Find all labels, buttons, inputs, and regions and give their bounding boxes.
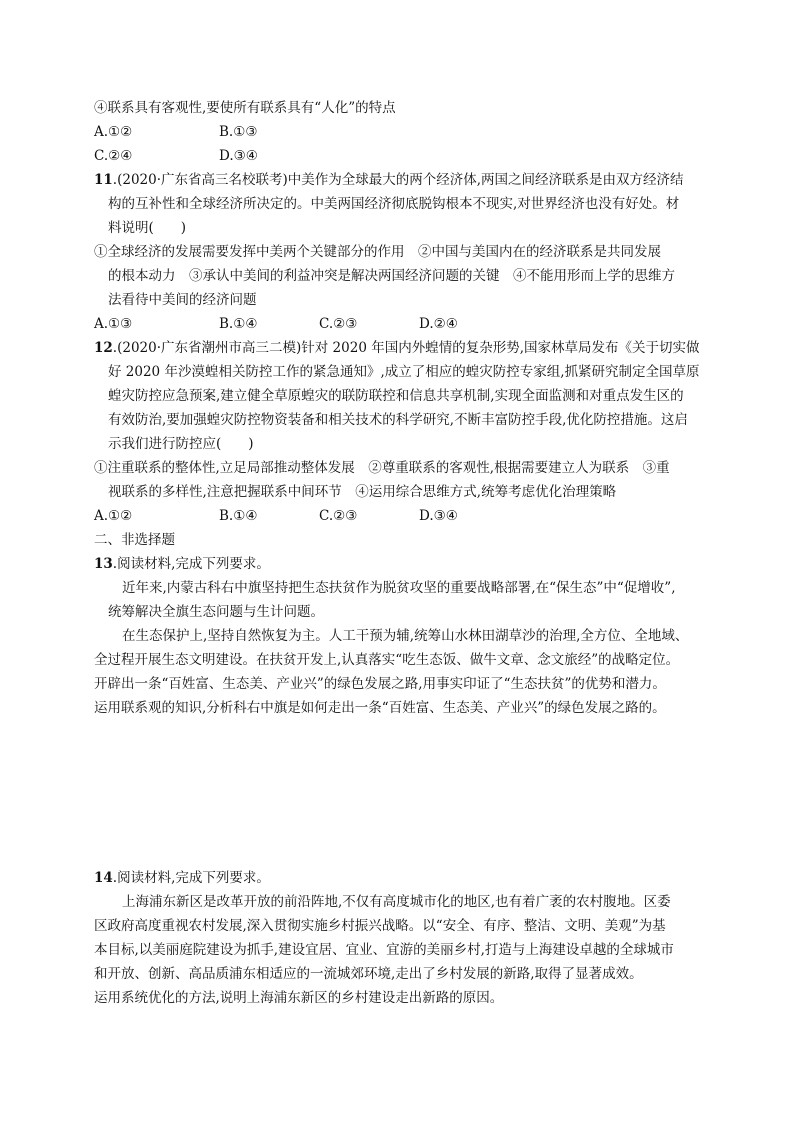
- q14-head: 14.阅读材料,完成下列要求。: [94, 870, 270, 886]
- q11-option-b[interactable]: B.①④: [219, 316, 258, 332]
- q12-number: 12: [94, 340, 113, 356]
- q13-para1-line-2: 统筹解决全旗生态问题与生计问题。: [108, 604, 324, 620]
- q11-option-c[interactable]: C.②③: [319, 316, 358, 332]
- q10-item-4: ④联系具有客观性,要使所有联系具有“人化”的特点: [94, 100, 396, 116]
- q11-number: 11: [94, 172, 113, 188]
- q13-number: 13: [94, 556, 113, 572]
- q11-stem-line-3: 料说明( ): [108, 220, 187, 236]
- q14-para1-line-2: 区政府高度重视农村发展,深入贯彻实施乡村振兴战略。以“安全、有序、整洁、文明、美观”为基: [94, 918, 666, 934]
- q14-number: 14: [94, 870, 113, 886]
- q11-items-line-3: 法看待中美间的经济问题: [108, 292, 257, 308]
- q13-answer-space[interactable]: [94, 720, 704, 866]
- q12-option-c[interactable]: C.②③: [319, 508, 358, 524]
- q11-items-line-1: ①全球经济的发展需要发挥中美两个关键部分的作用 ②中国与美国内在的经济联系是共同发展: [94, 244, 661, 260]
- q12-stem-line-2: 好 2020 年沙漠蝗相关防控工作的紧急通知》,成立了相应的蝗灾防控专家组,抓紧研究制定全国草原: [108, 364, 700, 380]
- q12-options: [94, 504, 704, 528]
- q14-para1-line-3: 本目标,以美丽庭院建设为抓手,建设宜居、宜业、宜游的美丽乡村,打造与上海建设卓越的全球城市: [94, 942, 674, 958]
- q11-option-a[interactable]: A.①③: [94, 316, 133, 332]
- q11-items-line-2: 的根本动力 ③承认中美间的利益冲突是解决两国经济问题的关键 ④不能用形而上学的思维方: [108, 268, 675, 284]
- q12-option-d[interactable]: D.③④: [419, 508, 458, 524]
- q10-options-row-1: [94, 120, 704, 144]
- q12-option-a[interactable]: A.①②: [94, 508, 133, 524]
- exam-page: [94, 96, 704, 1010]
- q14-para1-line-4: 和开放、创新、高品质浦东相适应的一流城郊环境,走出了乡村发展的新路,取得了显著成效。: [94, 966, 643, 982]
- q12-stem-line-3: 蝗灾防控应急预案,建立健全草原蝗灾的联防联控和信息共享机制,实现全面监测和对重点发生区的: [108, 388, 684, 404]
- q13-para2-line-2: 全过程开展生态文明建设。在扶贫开发上,认真落实“吃生态饭、做牛文章、念文旅经”的战略定位。: [94, 652, 680, 668]
- q12-items-line-1: ①注重联系的整体性,立足局部推动整体发展 ②尊重联系的客观性,根据需要建立人为联系 ③重: [94, 460, 670, 476]
- q11-option-d[interactable]: D.②④: [419, 316, 458, 332]
- q10-options-row-2: [94, 144, 704, 168]
- q13-para2-line-3: 开辟出一条“百姓富、生态美、产业兴”的绿色发展之路,用事实印证了“生态扶贫”的优势和潜力。: [94, 676, 666, 692]
- section-heading-non-choice: 二、非选择题: [94, 532, 175, 548]
- q11-options: [94, 312, 704, 336]
- q10-option-c[interactable]: C.②④: [94, 148, 133, 164]
- q12-option-b[interactable]: B.①④: [219, 508, 258, 524]
- q10-option-a[interactable]: A.①②: [94, 124, 133, 140]
- q14-task: 运用系统优化的方法,说明上海浦东新区的乡村建设走出新路的原因。: [94, 990, 504, 1006]
- q11-stem-line-1: 11.(2020·广东省高三名校联考)中美作为全球最大的两个经济体,两国之间经济联系是由双方经济结: [94, 172, 684, 188]
- q10-option-b[interactable]: B.①③: [219, 124, 258, 140]
- q13-para1-line-1: 近年来,内蒙古科右中旗坚持把生态扶贫作为脱贫攻坚的重要战略部署,在“保生态”中“促增收”,: [122, 580, 676, 596]
- q12-stem-line-5: 示我们进行防控应( ): [108, 436, 254, 452]
- q12-stem-line-4: 有效防治,要加强蝗灾防控物资装备和相关技术的科学研究,不断丰富防控手段,优化防控措施。这启: [108, 412, 688, 428]
- q13-head: 13.阅读材料,完成下列要求。: [94, 556, 270, 572]
- q13-task: 运用联系观的知识,分析科右中旗是如何走出一条“百姓富、生态美、产业兴”的绿色发展之路的。: [94, 700, 666, 716]
- q12-stem-line-1: 12.(2020·广东省潮州市高三二模)针对 2020 年国内外蝗情的复杂形势,国家林草局发布《关于切实做: [94, 340, 700, 356]
- q14-para1-line-1: 上海浦东新区是改革开放的前沿阵地,不仅有高度城市化的地区,也有着广袤的农村腹地。区委: [122, 894, 671, 910]
- q10-option-d[interactable]: D.③④: [219, 148, 258, 164]
- q12-items-line-2: 视联系的多样性,注意把握联系中间环节 ④运用综合思维方式,统筹考虑优化治理策略: [108, 484, 617, 500]
- q13-para2-line-1: 在生态保护上,坚持自然恢复为主。人工干预为辅,统筹山水林田湖草沙的治理,全方位、全地域、: [122, 628, 689, 644]
- q11-stem-line-2: 构的互补性和全球经济所决定的。中美两国经济彻底脱钩根本不现实,对世界经济也没有好处。材: [108, 196, 680, 212]
